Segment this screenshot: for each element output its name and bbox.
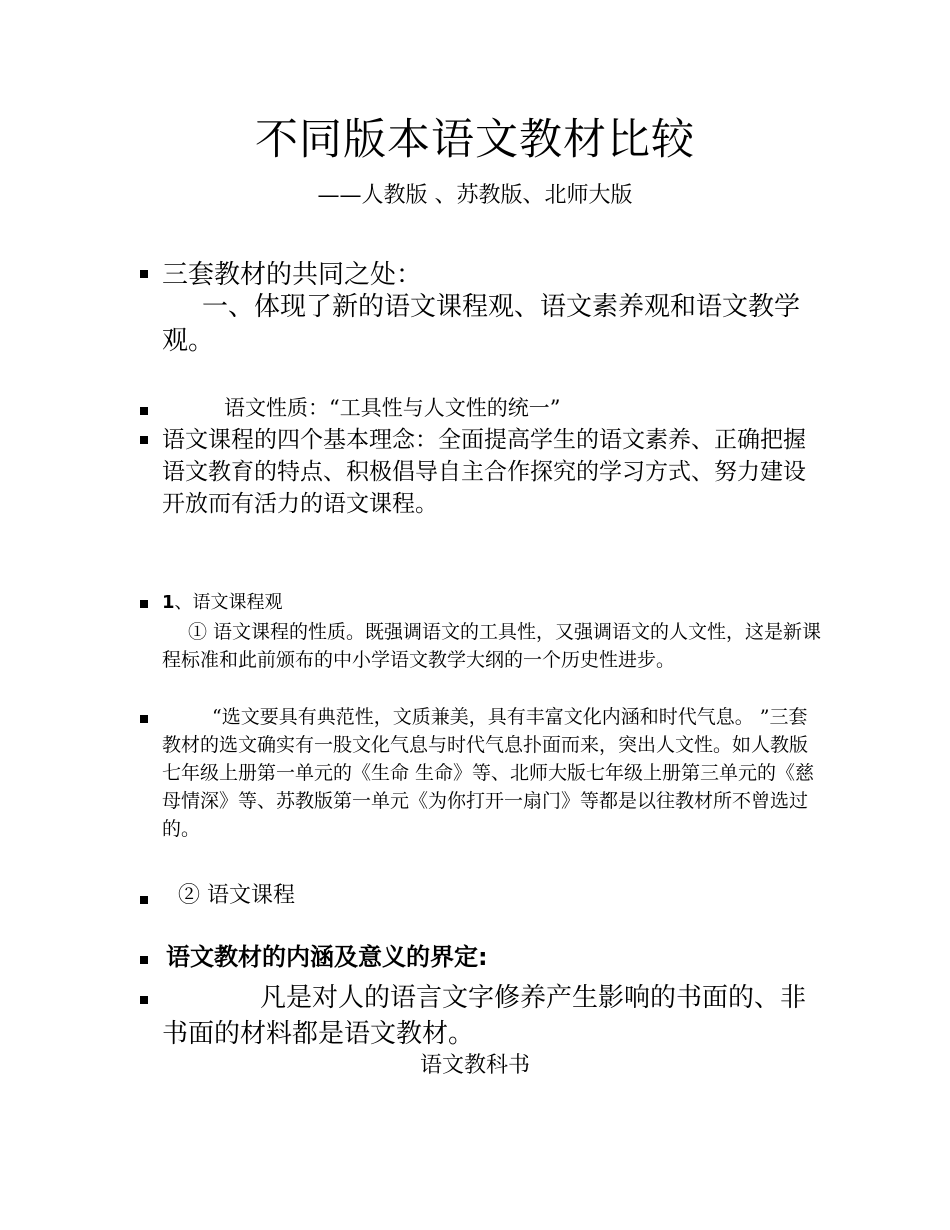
bullet-icon [140,996,148,1004]
bullet-icon [140,896,148,904]
document-title: 不同版本语文教材比较 [255,115,695,165]
course-2-text: ② 语文课程 [178,883,295,908]
document-subtitle: ——人教版 、苏教版、北师大版 [317,183,633,208]
definition-text: 凡是对人的语言文字修养产生影响的书面的、非书面的材料都是语文教材。 [162,983,807,1049]
view-heading [162,590,822,616]
four-concepts-text: 语文课程的四个基本理念：全面提高学生的语文素养、正确把握语文教育的特点、积极倡导自主合作探究的学习方式、努力建设开放而有活力的语文课程。 [162,427,806,517]
bullet-icon [140,270,148,278]
bullet-icon [140,715,148,723]
bullet-icon [140,956,148,964]
selection-text: “选文要具有典范性，文质兼美，具有丰富文化内涵和时代气息。 ”三套教材的选文确实有一股文化气息与时代气息扑面而来，突出人文性。如人教版七年级上册第一单元的《生命 生命》等、北师大版七年级上册第三单元的《慈母情深》等、苏教版第一单元《为你打开一扇门》等都是以往教材所不曾选过的。 [162,706,815,840]
common-point-1: 一、体现了新的语文课程观、语文素养观和语文教学观。 [162,292,801,356]
view-heading-number: 1 [162,592,175,613]
nature-text: 语文性质：“工具性与人文性的统一” [224,396,561,420]
bullet-icon [140,600,148,608]
definition-heading: 语文教材的内涵及意义的界定: [166,943,488,971]
bullet-icon [140,436,148,444]
caption: 语文教科书 [419,1053,530,1078]
view-point-1: ① 语文课程的性质。既强调语文的工具性，又强调语文的人文性，这是新课程标准和此前颁布的中小学语文教学大纲的一个历史性进步。 [162,621,822,671]
view-heading-label: 、语文课程观 [174,592,283,613]
common-heading: 三套教材的共同之处： [162,260,423,290]
bullet-icon [140,407,148,415]
